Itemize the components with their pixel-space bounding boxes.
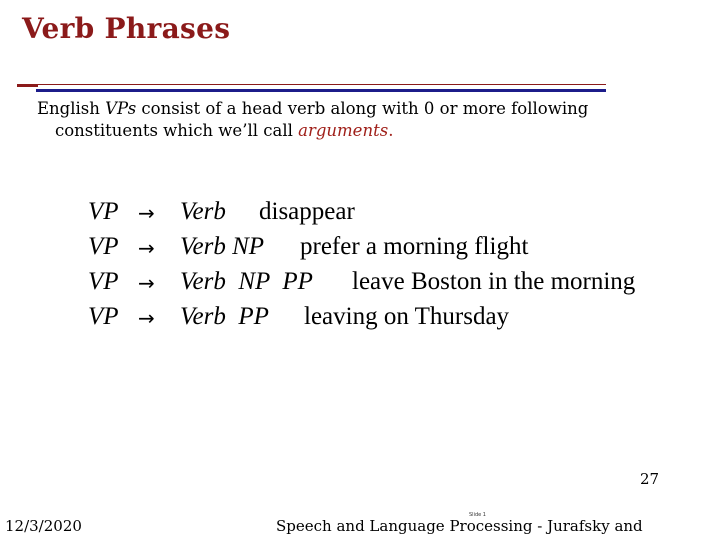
vp-term: VPs	[105, 99, 137, 118]
intro-line2-start: constituents which we’ll call	[55, 121, 299, 140]
title-underline	[36, 89, 606, 92]
rule-lhs: VP	[88, 198, 119, 225]
intro-period: .	[388, 121, 394, 140]
rule-rhs: Verb	[180, 198, 226, 225]
slide-tag: Slide 1	[469, 512, 486, 518]
rule-arrow-icon: →	[138, 306, 155, 330]
intro-text-start: English	[37, 99, 106, 118]
footer-date: 12/3/2020	[5, 517, 82, 535]
rule-arrow-icon: →	[138, 201, 155, 225]
rule-example: prefer a morning flight	[300, 233, 529, 260]
rule-example: disappear	[259, 198, 355, 225]
slide-title: Verb Phrases	[22, 12, 231, 45]
rule-lhs: VP	[88, 303, 119, 330]
rule-lhs: VP	[88, 233, 119, 260]
rule-arrow-icon: →	[138, 236, 155, 260]
rule-example: leave Boston in the morning	[352, 268, 636, 295]
page-number: 27	[640, 470, 660, 488]
rule-rhs: Verb NP PP	[180, 268, 313, 295]
footer-course: Speech and Language Processing - Jurafsky and	[276, 517, 643, 535]
intro-text-rest: consist of a head verb along with 0 or more following	[136, 99, 589, 118]
intro-text	[37, 98, 637, 142]
rule-rhs: Verb PP	[180, 303, 269, 330]
title-underline-thin	[36, 84, 606, 85]
arguments-term: arguments	[298, 121, 389, 140]
intro-text-line2	[37, 120, 637, 142]
rule-arrow-icon: →	[138, 271, 155, 295]
rule-rhs: Verb NP	[180, 233, 265, 260]
rule-lhs: VP	[88, 268, 119, 295]
rule-example: leaving on Thursday	[304, 303, 510, 330]
title-underline-accent	[17, 84, 38, 87]
